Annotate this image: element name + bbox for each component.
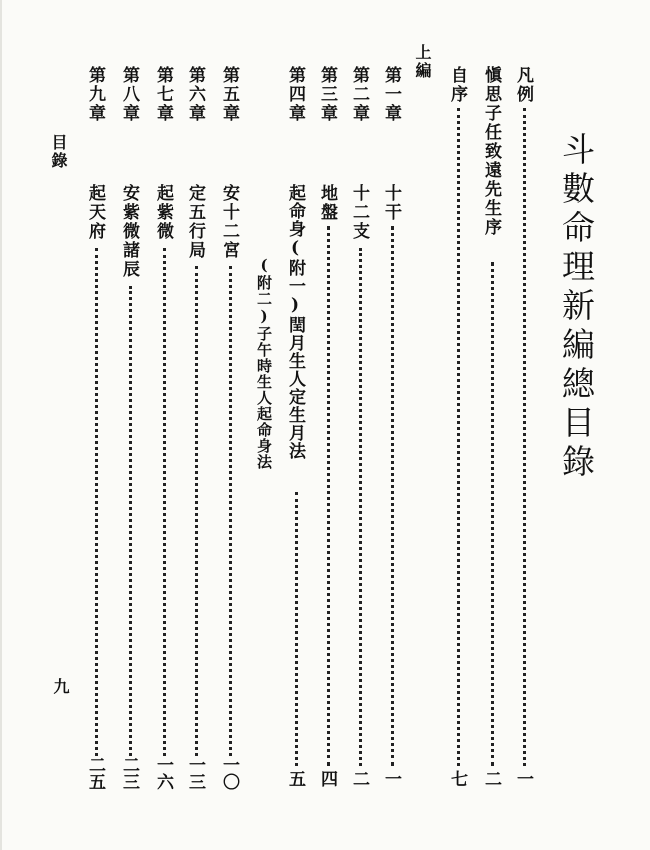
chapter-number: 第三章	[317, 66, 337, 123]
dot-leader	[95, 248, 98, 756]
chapter-title: 起天府	[85, 184, 105, 241]
chapter-title: 地盤	[317, 184, 337, 222]
chapter-number: 第一章	[381, 66, 401, 123]
dot-leader	[523, 108, 526, 766]
page-number: 一三	[185, 756, 205, 790]
chapter-title: 起紫微	[153, 184, 173, 241]
chapter-title: 起命身(附一)閏月生人定生月法	[285, 184, 305, 460]
toc-entry-fanli: 凡例	[513, 66, 533, 104]
chapter-title: 十干	[381, 184, 401, 222]
dot-leader	[195, 266, 198, 756]
chapter-number: 第五章	[219, 66, 239, 123]
dot-leader	[163, 248, 166, 756]
page-number: 二五	[85, 756, 105, 790]
dot-leader	[391, 226, 394, 766]
dot-leader	[129, 286, 132, 756]
chapter-number: 第二章	[349, 66, 369, 123]
folio-number: 九	[51, 678, 70, 696]
page-number: 二	[349, 770, 369, 787]
page-number: 七	[447, 770, 467, 787]
chapter-number: 第九章	[85, 66, 105, 123]
chapter-number: 第七章	[153, 66, 173, 123]
toc-entry-author-preface: 自序	[447, 66, 467, 104]
dot-leader	[491, 262, 494, 766]
chapter-title: 十二支	[349, 184, 369, 241]
dot-leader	[327, 226, 330, 766]
dot-leader	[295, 492, 298, 766]
section-label: 上編	[413, 44, 432, 80]
page-number: 五	[285, 770, 305, 787]
page-edge	[0, 0, 2, 850]
chapter-number: 第四章	[285, 66, 305, 123]
chapter-number: 第八章	[119, 66, 139, 123]
page-number: 二三	[119, 756, 139, 790]
dot-leader	[229, 266, 232, 756]
dot-leader	[359, 248, 362, 766]
page-title: 斗數命理新編總目錄	[557, 132, 596, 483]
running-header: 目錄	[49, 134, 68, 170]
page-number: 一六	[153, 756, 173, 790]
dot-leader	[457, 108, 460, 766]
page-number: 四	[317, 770, 337, 787]
toc-entry-preface-ren: 愼思子任致遠先生序	[481, 66, 501, 237]
chapter-title: 安紫微諸辰	[119, 184, 139, 279]
page-number: 二	[481, 770, 501, 787]
chapter-title: 定五行局	[185, 184, 205, 260]
chapter-number: 第六章	[185, 66, 205, 123]
page-number: 一	[381, 770, 401, 787]
chapter-subentry: (附二)子午時生人起命身法	[255, 256, 273, 470]
page-number: 一	[513, 770, 533, 787]
chapter-title: 安十二宮	[219, 184, 239, 260]
page-number: 一〇	[219, 756, 239, 790]
